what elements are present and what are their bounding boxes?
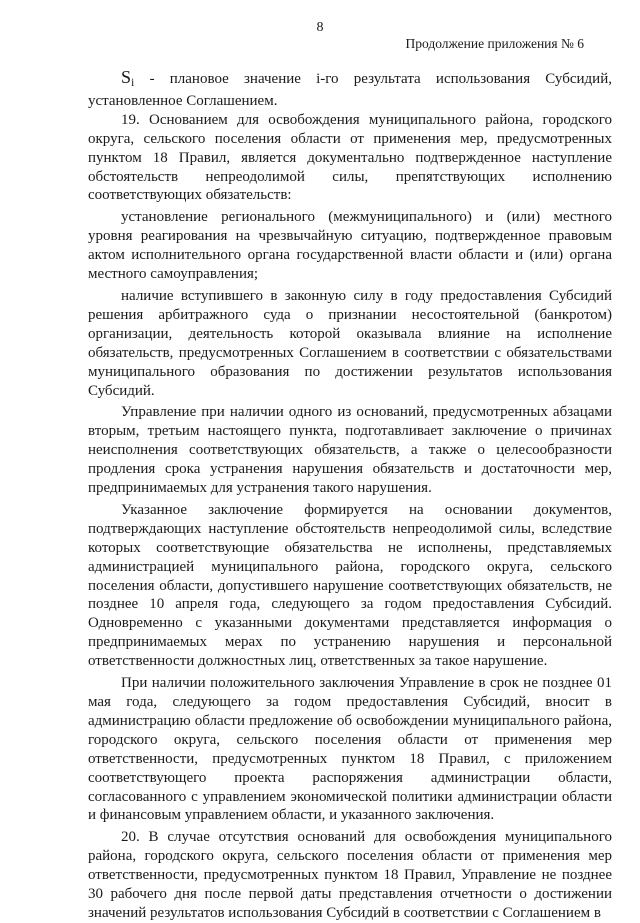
paragraph-positive-conclusion: При наличии положительного заключения Управление в срок не позднее 01 мая года, следующего за годом предоставления Субсидий, вносит в администрацию области предложение об освобождении муниципального района, городского округа, сельского поселения области от применения мер ответственности, предусмотренных пунктом 18 Правил, с приложением соответствующего проекта распоряжения администрации области, согласованного с управлением экономической политики администрации области и финансовым управлением области, и указанного заключения. [88, 675, 612, 824]
symbol-s: S [121, 67, 132, 87]
paragraph-bankruptcy: наличие вступившего в законную силу в году предоставления Субсидий решения арбитражного суда о признании несостоятельной (банкротом) организации, деятельность которой оказывала влияние на исполнение обязательств, предусмотренных Соглашением в соответствии с обязательствами муниципального образования по достижении результатов использования Субсидий. [88, 287, 612, 399]
definition-paragraph [88, 68, 612, 111]
body-text [88, 68, 612, 923]
paragraph-19: 19. Основанием для освобождения муниципального района, городского округа, сельского поселения области от применения мер, предусмотренных пунктом 18 Правил, является документально подтвержденное наступление обстоятельств непреодолимой силы, препятствующих исполнению соответствующих обязательств: [88, 111, 612, 204]
paragraph-conclusion-formation: Указанное заключение формируется на основании документов, подтверждающих наступление обстоятельств непреодолимой силы, вследствие которых соответствующие обязательства не исполнены, представляемых администрацией муниципального района, городского округа, сельского поселения области, допустившего нарушение соответствующих обязательств, не позднее 10 апреля года, следующего за годом предоставления Субсидий. Одновременно с указанными документами представляется информация о предпринимаемых мерах по устранению нарушения и персональной ответственности должностных лиц, ответственных за такое нарушение. [88, 501, 612, 670]
symbol-subscript: i [131, 75, 135, 89]
appendix-continuation-note: Продолжение приложения № 6 [405, 36, 584, 51]
paragraph-20: 20. В случае отсутствия оснований для освобождения муниципального района, городского округа, сельского поселения области от применения мер ответственности, предусмотренных пунктом 18 Правил, Управление не позднее 30 рабочего дня после первой даты представления отчетности о достижении значений результатов использования Субсидий в соответствии с Соглашением в [88, 829, 612, 921]
paragraph-conclusion-preparation: Управление при наличии одного из оснований, предусмотренных абзацами вторым, третьим настоящего пункта, подготавливает заключение о причинах неисполнения соответствующих обязательств, а также о целесообразности продления срока устранения нарушения обязательств и достаточности мер, предпринимаемых для устранения такого нарушения. [88, 404, 612, 497]
page-number: 8 [316, 20, 324, 35]
paragraph-emergency-response: установление регионального (межмуниципального) и (или) местного уровня реагирования на чрезвычайную ситуацию, подтвержденное правовым актом исполнительного органа государственной власти области и (или) органа местного самоуправления; [88, 209, 612, 283]
definition-text: - плановое значение i-го результата использования Субсидий, установленное Соглашением. [88, 71, 612, 109]
